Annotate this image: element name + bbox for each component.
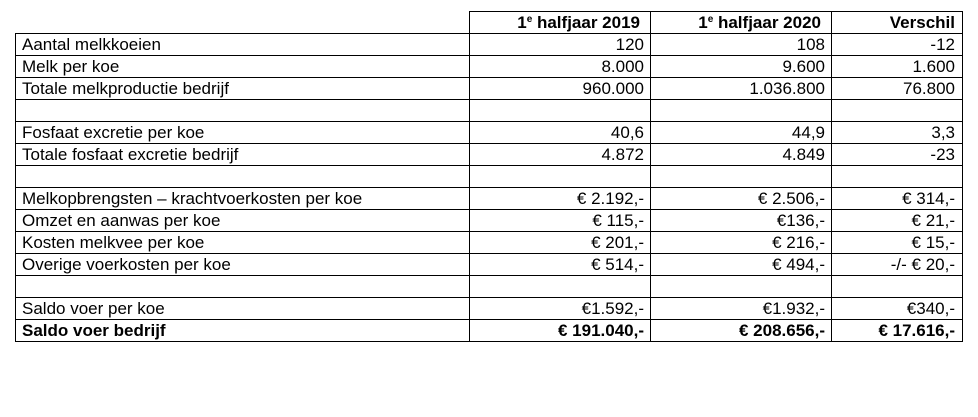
value-2019: € 514,- bbox=[470, 254, 651, 276]
value-2020: 4.849 bbox=[651, 144, 832, 166]
value-2020: € 216,- bbox=[651, 232, 832, 254]
header-2019: 1e halfjaar 2019 bbox=[470, 12, 651, 34]
value-2020: 9.600 bbox=[651, 56, 832, 78]
row-label: Melk per koe bbox=[16, 56, 470, 78]
row-label: Totale fosfaat excretie bedrijf bbox=[16, 144, 470, 166]
table-row bbox=[16, 298, 963, 320]
value-verschil: -23 bbox=[832, 144, 963, 166]
value-verschil: -12 bbox=[832, 34, 963, 56]
comparison-table bbox=[15, 11, 963, 342]
spacer-row bbox=[16, 100, 963, 122]
value-verschil bbox=[832, 100, 963, 122]
value-2020: € 494,- bbox=[651, 254, 832, 276]
value-2019: € 201,- bbox=[470, 232, 651, 254]
value-verschil bbox=[832, 276, 963, 298]
table-row bbox=[16, 56, 963, 78]
row-label: Omzet en aanwas per koe bbox=[16, 210, 470, 232]
row-label: Kosten melkvee per koe bbox=[16, 232, 470, 254]
value-verschil: € 17.616,- bbox=[832, 320, 963, 342]
value-2020 bbox=[651, 100, 832, 122]
row-label: Saldo voer bedrijf bbox=[16, 320, 470, 342]
row-label bbox=[16, 276, 470, 298]
total-row bbox=[16, 320, 963, 342]
value-2020: €1.932,- bbox=[651, 298, 832, 320]
value-2019: € 115,- bbox=[470, 210, 651, 232]
row-label: Fosfaat excretie per koe bbox=[16, 122, 470, 144]
spacer-row bbox=[16, 166, 963, 188]
row-label bbox=[16, 166, 470, 188]
value-2019: €1.592,- bbox=[470, 298, 651, 320]
value-2020 bbox=[651, 276, 832, 298]
value-2019: 960.000 bbox=[470, 78, 651, 100]
value-2019: 8.000 bbox=[470, 56, 651, 78]
header-blank-cell bbox=[16, 12, 470, 34]
row-label: Overige voerkosten per koe bbox=[16, 254, 470, 276]
value-2019: € 191.040,- bbox=[470, 320, 651, 342]
value-2019: 4.872 bbox=[470, 144, 651, 166]
value-2020: € 2.506,- bbox=[651, 188, 832, 210]
value-2019 bbox=[470, 100, 651, 122]
value-2019: € 2.192,- bbox=[470, 188, 651, 210]
row-label: Totale melkproductie bedrijf bbox=[16, 78, 470, 100]
row-label: Saldo voer per koe bbox=[16, 298, 470, 320]
value-2020: 44,9 bbox=[651, 122, 832, 144]
value-2020 bbox=[651, 166, 832, 188]
value-2020: € 208.656,- bbox=[651, 320, 832, 342]
value-2019 bbox=[470, 166, 651, 188]
table-row bbox=[16, 254, 963, 276]
row-label: Aantal melkkoeien bbox=[16, 34, 470, 56]
spacer-row bbox=[16, 276, 963, 298]
value-verschil: -/- € 20,- bbox=[832, 254, 963, 276]
value-2019 bbox=[470, 276, 651, 298]
value-2020: 1.036.800 bbox=[651, 78, 832, 100]
value-verschil: 1.600 bbox=[832, 56, 963, 78]
value-verschil: €340,- bbox=[832, 298, 963, 320]
table-row bbox=[16, 232, 963, 254]
value-verschil: 76.800 bbox=[832, 78, 963, 100]
value-verschil: 3,3 bbox=[832, 122, 963, 144]
table-row bbox=[16, 122, 963, 144]
value-verschil: € 15,- bbox=[832, 232, 963, 254]
table-row bbox=[16, 144, 963, 166]
value-2019: 40,6 bbox=[470, 122, 651, 144]
value-verschil: € 21,- bbox=[832, 210, 963, 232]
value-2019: 120 bbox=[470, 34, 651, 56]
row-label: Melkopbrengsten – krachtvoerkosten per koe bbox=[16, 188, 470, 210]
row-label bbox=[16, 100, 470, 122]
value-2020: €136,- bbox=[651, 210, 832, 232]
header-2020: 1e halfjaar 2020 bbox=[651, 12, 832, 34]
table-row bbox=[16, 34, 963, 56]
value-verschil: € 314,- bbox=[832, 188, 963, 210]
table-row bbox=[16, 210, 963, 232]
value-2020: 108 bbox=[651, 34, 832, 56]
table-row bbox=[16, 78, 963, 100]
header-row bbox=[16, 12, 963, 34]
header-verschil: Verschil bbox=[832, 12, 963, 34]
value-verschil bbox=[832, 166, 963, 188]
table-row bbox=[16, 188, 963, 210]
